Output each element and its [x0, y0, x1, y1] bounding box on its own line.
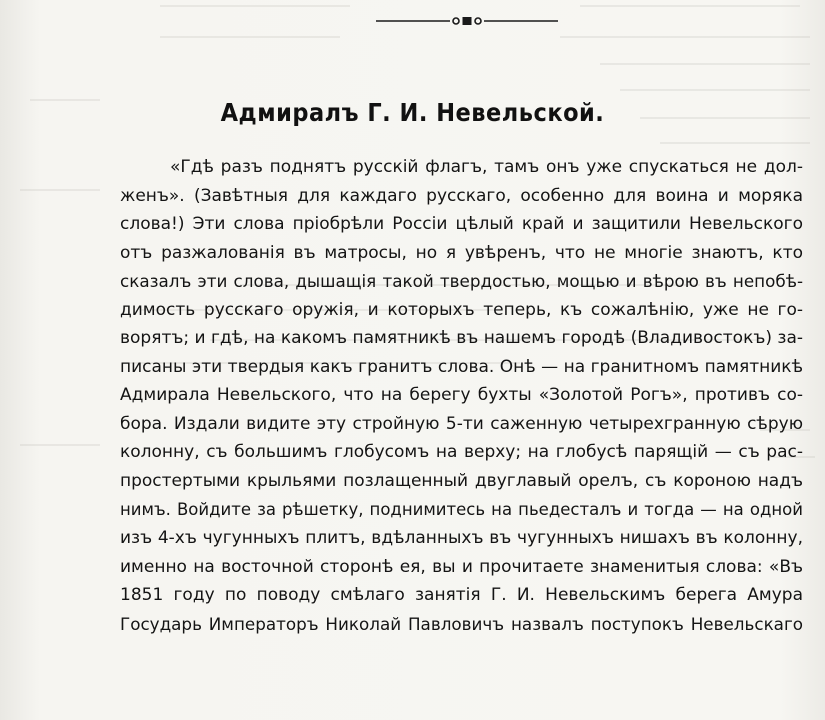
text-line: изъ 4-хъ чугунныхъ плитъ, вдѣланныхъ въ чугунныхъ нишахъ въ колонну,: [120, 528, 803, 549]
text-line: слова!) Эти слова пріобрѣли Россіи цѣлый край и защитили Невельского: [120, 214, 803, 235]
text-line: ворятъ; и гдѣ, на какомъ памятникѣ въ нашемъ городѣ (Владивостокъ) за-: [120, 328, 803, 349]
text-line: отъ разжалованія въ матросы, но я увѣренъ, что не многіе знаютъ, кто: [120, 242, 803, 263]
text-line: именно на восточной сторонѣ ея, вы и прочитаете знаменитыя слова: «Въ: [120, 556, 803, 577]
text-line: простертыми крыльями позлащенный двуглавый орелъ, съ короною надъ: [120, 471, 803, 492]
text-line: сказалъ эти слова, дышащія такой твердостью, мощью и вѣрою въ непобѣ-: [120, 271, 803, 292]
text-line: Государь Императоръ Николай Павловичъ назвалъ поступокъ Невельскаго: [120, 613, 803, 634]
text-line: бора. Издали видите эту стройную 5-ти саженную четырехгранную сѣрую: [120, 413, 803, 434]
page-title: Адмиралъ Г. И. Невельской.: [220, 98, 605, 127]
text-line: женъ». (Завѣтныя для каждаго русскаго, особенно для воина и моряка: [120, 185, 803, 206]
text-line: 1851 году по поводу смѣлаго занятія Г. И. Невельскимъ берега Амура: [120, 585, 803, 606]
article-paragraph: [120, 153, 803, 638]
text-line: писаны эти твердыя какъ гранитъ слова. Онѣ — на гранитномъ памятникѣ: [120, 356, 803, 377]
text-line: нимъ. Войдите за рѣшетку, поднимитесь на пьедесталъ и тогда — на одной: [120, 499, 803, 519]
text-line: димость русскаго оружія, и которыхъ теперь, къ сожалѣнію, уже не го-: [120, 299, 803, 320]
text-line: Адмирала Невельского, что на берегу бухты «Золотой Рогъ», противъ со-: [120, 385, 803, 406]
header-ornament: [376, 14, 558, 28]
text-line: колонну, съ большимъ глобусомъ на верху; на глобусѣ парящій — съ рас-: [120, 442, 803, 463]
text-line: «Гдѣ разъ поднятъ русскій флагъ, тамъ онъ уже спускаться не дол-: [170, 157, 803, 177]
